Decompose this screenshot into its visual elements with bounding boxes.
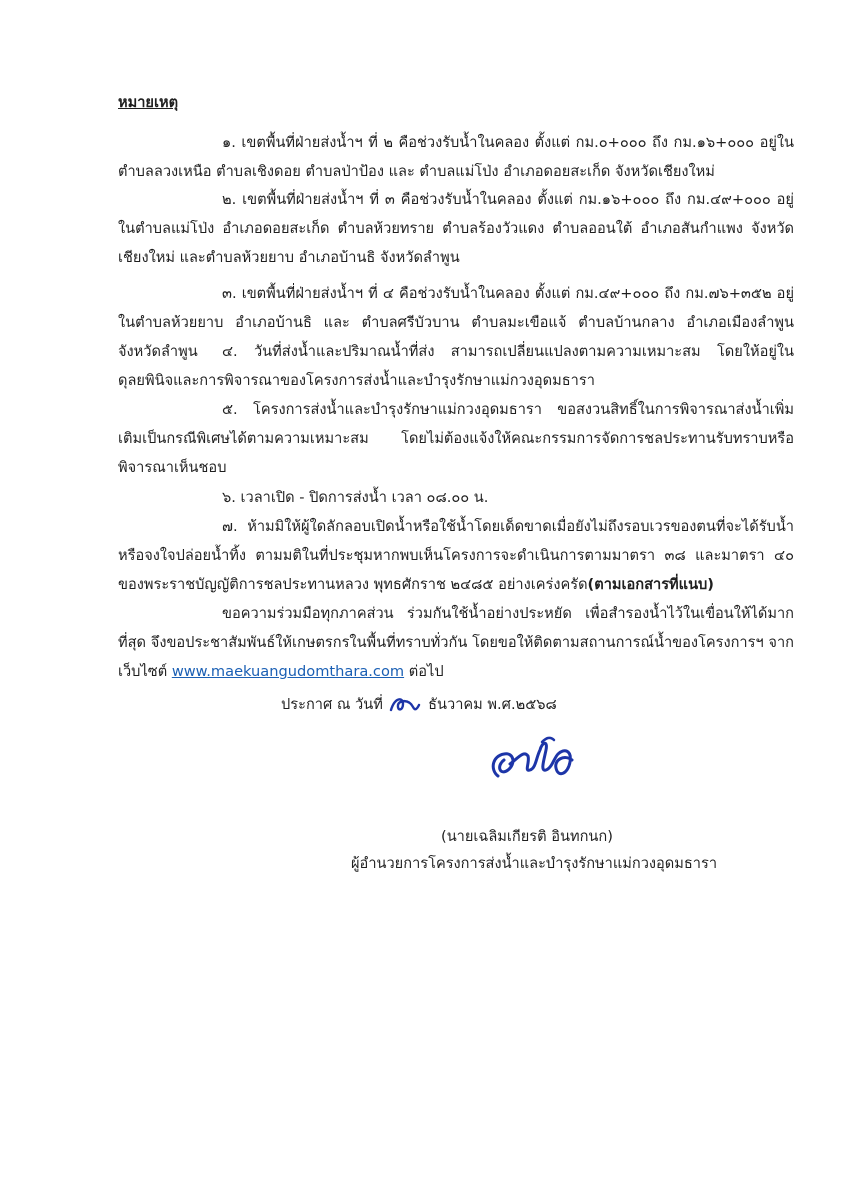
remark-item-2: ๒. เขตพื้นที่ฝ่ายส่งน้ำฯ ที่ ๓ คือช่วงรับน้ำในคลอง ตั้งแต่ กม.๑๖+๐๐๐ ถึง กม.๔๙+๐๐๐ อยู่ในตำบลแม่โป่ง อำเภอดอยสะเก็ด ตำบลห้วยทราย ตำบลร้องวัวแดง ตำบลออนใต้ อำเภอสันกำแพง จังหวัดเชียงใหม่ และตำบลห้วยยาบ อำเภอบ้านธิ จังหวัดลำพูน (118, 191, 794, 266)
announcement-date: ประกาศ ณ วันที่ ธันวาคม พ.ศ.๒๕๖๘ (281, 696, 557, 713)
remark-item-7: ๗. ห้ามมิให้ผู้ใดลักลอบเปิดน้ำหรือใช้น้ำโดยเด็ดขาดเมื่อยังไม่ถึงรอบเวรของตนที่จะได้รับน้ำหรือจงใจปล่อยน้ำทิ้ง ตามมติในที่ประชุมหากพบเห็นโครงการจะดำเนินการตามมาตรา ๓๘ และมาตรา ๔๐ ของพระราชบัญญัติการชลประทานหลวง พุทธศักราช ๒๔๘๕ อย่างเคร่งครัด(ตามเอกสารที่แนบ) (118, 518, 794, 593)
signer-title: ผู้อำนวยการโครงการส่งน้ำและบำรุงรักษาแม่กวงอุดมธารา (351, 855, 718, 872)
handwritten-day-mark (387, 695, 423, 715)
remark-item-3: ๓. เขตพื้นที่ฝ่ายส่งน้ำฯ ที่ ๔ คือช่วงรับน้ำในคลอง ตั้งแต่ กม.๔๙+๐๐๐ ถึง กม.๗๖+๓๕๒ อยู่ในตำบลห้วยยาบ อำเภอบ้านธิ และ ตำบลศรีบัวบาน ตำบลมะเขือแจ้ ตำบลบ้านกลาง อำเภอเมืองลำพูน จังหวัดลำพูน (118, 285, 794, 360)
remark-item-5: ๕. โครงการส่งน้ำและบำรุงรักษาแม่กวงอุดมธารา ขอสงวนสิทธิ์ในการพิจารณาส่งน้ำเพิ่มเติมเป็นกรณีพิเศษได้ตามความเหมาะสม โดยไม่ต้องแจ้งให้คณะกรรมการจัดการชลประทานรับทราบหรือพิจารณาเห็นชอบ (118, 401, 794, 476)
signature-image (484, 730, 584, 794)
website-link[interactable]: www.maekuangudomthara.com (171, 663, 405, 680)
remark-item-1: ๑. เขตพื้นที่ฝ่ายส่งน้ำฯ ที่ ๒ คือช่วงรับน้ำในคลอง ตั้งแต่ กม.๐+๐๐๐ ถึง กม.๑๖+๐๐๐ อยู่ในตำบลลวงเหนือ ตำบลเชิงดอย ตำบลป่าป้อง และ ตำบลแม่โป่ง อำเภอดอยสะเก็ด จังหวัดเชียงใหม่ (118, 134, 794, 180)
signer-name: (นายเฉลิมเกียรติ อินทกนก) (441, 828, 613, 845)
closing-paragraph: ขอความร่วมมือทุกภาคส่วน ร่วมกันใช้น้ำอย่างประหยัด เพื่อสำรองน้ำไว้ในเขื่อนให้ได้มากที่สุด จึงขอประชาสัมพันธ์ให้เกษตรกรในพื้นที่ทราบทั่วกัน โดยขอให้ติดตามสถานการณ์น้ำของโครงการฯ จากเว็บไซต์ www.maekuangudomthara.com ต่อไป (118, 605, 794, 680)
remarks-heading: หมายเหตุ (118, 94, 179, 111)
remark-item-6: ๖. เวลาเปิด - ปิดการส่งน้ำ เวลา ๐๘.๐๐ น. (222, 489, 489, 506)
attachment-note: (ตามเอกสารที่แนบ) (587, 576, 714, 593)
remark-item-4: ๔. วันที่ส่งน้ำและปริมาณน้ำที่ส่ง สามารถเปลี่ยนแปลงตามความเหมาะสม โดยให้อยู่ในดุลยพินิจและการพิจารณาของโครงการส่งน้ำและบำรุงรักษาแม่กวงอุดมธารา (118, 343, 794, 389)
